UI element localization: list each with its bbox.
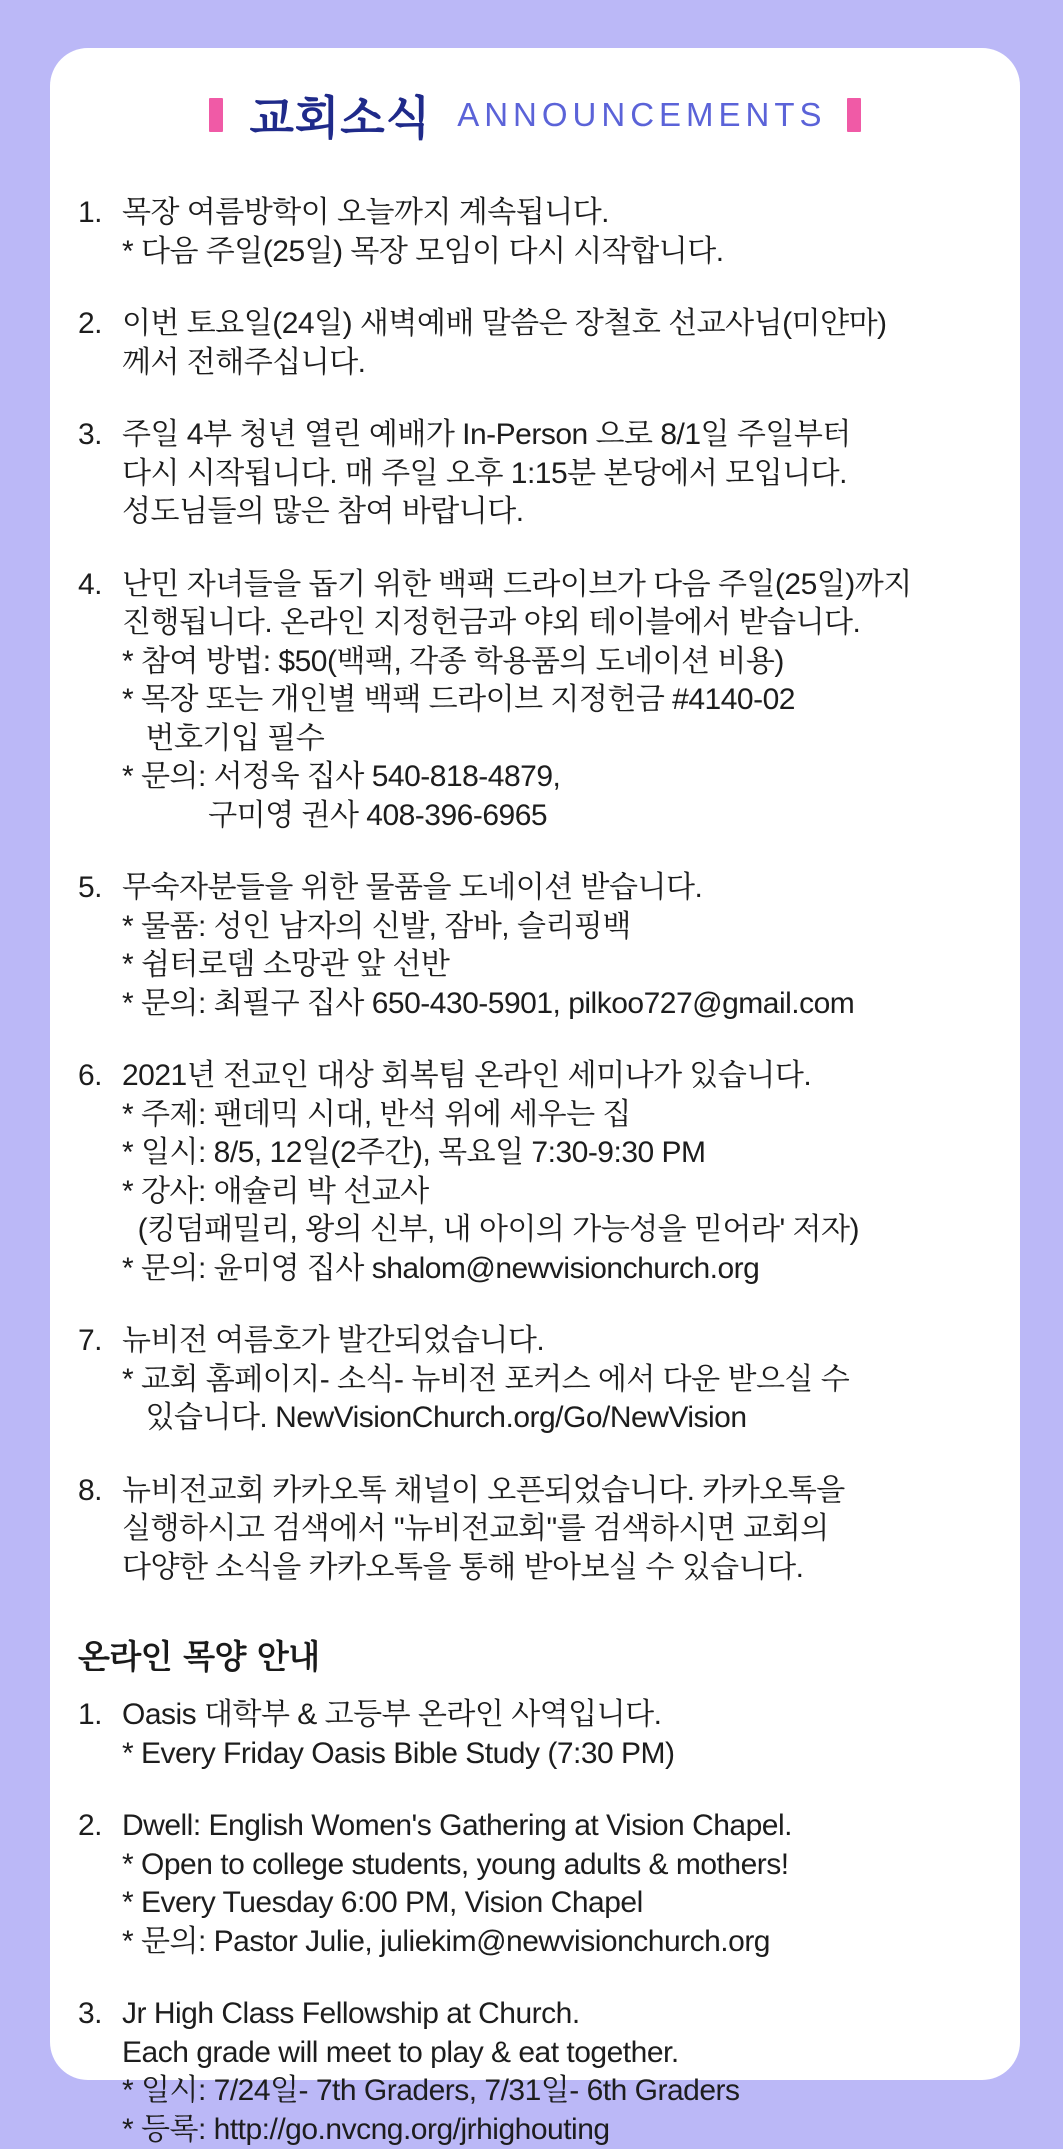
item-line: 진행됩니다. 온라인 지정헌금과 야외 테이블에서 받습니다. bbox=[122, 604, 992, 643]
item-line: * 교회 홈페이지- 소식- 뉴비전 포커스 에서 다운 받으실 수 bbox=[122, 1361, 992, 1400]
online-ministry-item bbox=[78, 1807, 992, 1961]
item-body bbox=[122, 1995, 992, 2149]
item-line: Each grade will meet to play & eat together. bbox=[122, 2034, 992, 2073]
item-line: * Every Friday Oasis Bible Study (7:30 PM) bbox=[122, 1735, 992, 1774]
item-line: 성도님들의 많은 참여 바랍니다. bbox=[122, 493, 992, 532]
item-number: 7. bbox=[78, 1322, 122, 1438]
item-body bbox=[122, 869, 992, 1023]
item-number: 8. bbox=[78, 1472, 122, 1588]
item-body bbox=[122, 1057, 992, 1288]
item-number: 2. bbox=[78, 305, 122, 382]
announcement-item bbox=[78, 416, 992, 532]
item-number: 4. bbox=[78, 566, 122, 836]
item-body bbox=[122, 1696, 992, 1773]
announcement-item bbox=[78, 869, 992, 1023]
accent-bar-left bbox=[209, 98, 223, 132]
item-line: * 문의: 서정욱 집사 540-818-4879, bbox=[122, 758, 992, 797]
item-line: 난민 자녀들을 돕기 위한 백팩 드라이브가 다음 주일(25일)까지 bbox=[122, 566, 992, 605]
item-line: (킹덤패밀리, 왕의 신부, 내 아이의 가능성을 믿어라' 저자) bbox=[122, 1211, 992, 1250]
item-line: Jr High Class Fellowship at Church. bbox=[122, 1995, 992, 2034]
announcement-item bbox=[78, 194, 992, 271]
item-body bbox=[122, 305, 992, 382]
item-body bbox=[122, 1807, 992, 1961]
item-number: 6. bbox=[78, 1057, 122, 1288]
announcement-item bbox=[78, 566, 992, 836]
title-korean: 교회소식 bbox=[249, 82, 431, 148]
item-line: 다시 시작됩니다. 매 주일 오후 1:15분 본당에서 모입니다. bbox=[122, 455, 992, 494]
item-line: Dwell: English Women's Gathering at Vision Chapel. bbox=[122, 1807, 992, 1846]
item-line: * 일시: 8/5, 12일(2주간), 목요일 7:30-9:30 PM bbox=[122, 1134, 992, 1173]
item-line: 실행하시고 검색에서 "뉴비전교회"를 검색하시면 교회의 bbox=[122, 1510, 992, 1549]
online-ministry-item bbox=[78, 1696, 992, 1773]
item-line: * 일시: 7/24일- 7th Graders, 7/31일- 6th Graders bbox=[122, 2072, 992, 2111]
item-line: * 문의: 최필구 집사 650-430-5901, pilkoo727@gmail.com bbox=[122, 985, 992, 1024]
item-line: * Open to college students, young adults & mothers! bbox=[122, 1846, 992, 1885]
item-line: 2021년 전교인 대상 회복팀 온라인 세미나가 있습니다. bbox=[122, 1057, 992, 1096]
item-line: 께서 전해주십니다. bbox=[122, 344, 992, 383]
online-ministry-item bbox=[78, 1995, 992, 2149]
item-number: 3. bbox=[78, 416, 122, 532]
item-number: 2. bbox=[78, 1807, 122, 1961]
announcement-item bbox=[78, 1322, 992, 1438]
item-line: 주일 4부 청년 열린 예배가 In-Person 으로 8/1일 주일부터 bbox=[122, 416, 992, 455]
item-line: * 참여 방법: $50(백팩, 각종 학용품의 도네이션 비용) bbox=[122, 643, 992, 682]
accent-bar-right bbox=[847, 98, 861, 132]
item-number: 1. bbox=[78, 1696, 122, 1773]
announcement-list bbox=[78, 194, 992, 1587]
item-line: * Every Tuesday 6:00 PM, Vision Chapel bbox=[122, 1884, 992, 1923]
item-line: Oasis 대학부 & 고등부 온라인 사역입니다. bbox=[122, 1696, 992, 1735]
item-body bbox=[122, 566, 992, 836]
item-body bbox=[122, 1322, 992, 1438]
item-line: * 목장 또는 개인별 백팩 드라이브 지정헌금 #4140-02 bbox=[122, 681, 992, 720]
item-body bbox=[122, 194, 992, 271]
header bbox=[78, 70, 992, 160]
online-section-heading: 온라인 목양 안내 bbox=[78, 1631, 992, 1678]
item-line: 무숙자분들을 위한 물품을 도네이션 받습니다. bbox=[122, 869, 992, 908]
online-ministry-list bbox=[78, 1696, 992, 2149]
item-line: * 물품: 성인 남자의 신발, 잠바, 슬리핑백 bbox=[122, 908, 992, 947]
item-line: 다양한 소식을 카카오톡을 통해 받아보실 수 있습니다. bbox=[122, 1549, 992, 1588]
item-line: * 강사: 애슐리 박 선교사 bbox=[122, 1173, 992, 1212]
item-line: * 주제: 팬데믹 시대, 반석 위에 세우는 집 bbox=[122, 1096, 992, 1135]
item-number: 5. bbox=[78, 869, 122, 1023]
item-line: 뉴비전교회 카카오톡 채널이 오픈되었습니다. 카카오톡을 bbox=[122, 1472, 992, 1511]
item-line: 번호기입 필수 bbox=[122, 720, 992, 759]
item-line: * 등록: http://go.nvcng.org/jrhighouting bbox=[122, 2111, 992, 2149]
item-number: 3. bbox=[78, 1995, 122, 2149]
item-line: * 문의: 윤미영 집사 shalom@newvisionchurch.org bbox=[122, 1250, 992, 1289]
announcement-item bbox=[78, 1057, 992, 1288]
item-line: 뉴비전 여름호가 발간되었습니다. bbox=[122, 1322, 992, 1361]
title-english: ANNOUNCEMENTS bbox=[457, 96, 826, 134]
item-line: 구미영 권사 408-396-6965 bbox=[122, 797, 992, 836]
item-line: 목장 여름방학이 오늘까지 계속됩니다. bbox=[122, 194, 992, 233]
item-line: * 쉼터로뎀 소망관 앞 선반 bbox=[122, 946, 992, 985]
item-body bbox=[122, 416, 992, 532]
announcement-item bbox=[78, 305, 992, 382]
item-line: * 다음 주일(25일) 목장 모임이 다시 시작합니다. bbox=[122, 233, 992, 272]
announcement-item bbox=[78, 1472, 992, 1588]
item-line: 있습니다. NewVisionChurch.org/Go/NewVision bbox=[122, 1399, 992, 1438]
item-number: 1. bbox=[78, 194, 122, 271]
item-line: 이번 토요일(24일) 새벽예배 말씀은 장철호 선교사님(미얀마) bbox=[122, 305, 992, 344]
item-body bbox=[122, 1472, 992, 1588]
item-line: * 문의: Pastor Julie, juliekim@newvisionchurch.org bbox=[122, 1923, 992, 1962]
announcement-card bbox=[50, 48, 1020, 2080]
